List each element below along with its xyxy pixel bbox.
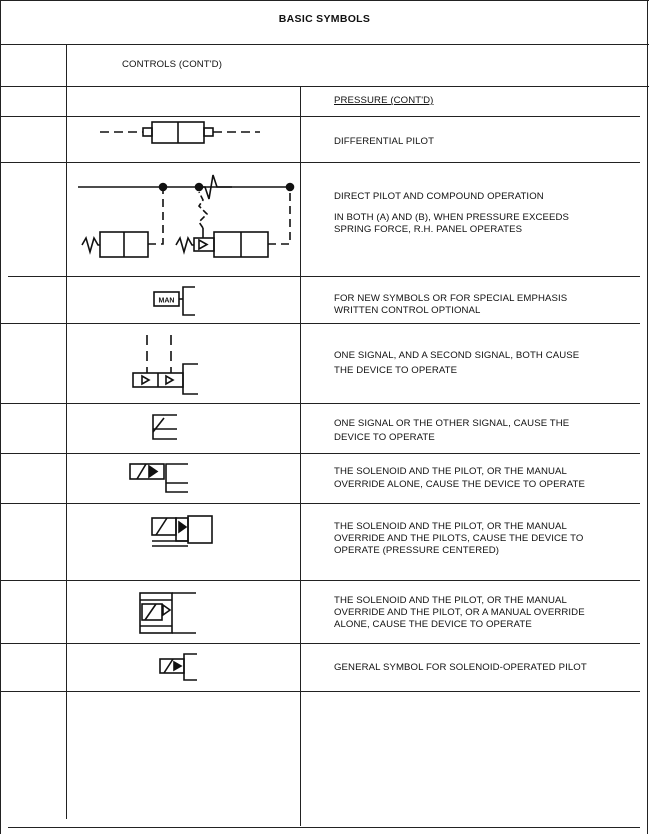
- description-line: GENERAL SYMBOL FOR SOLENOID-OPERATED PILOT: [334, 662, 587, 673]
- two-signals-and-symbol: [133, 335, 198, 394]
- subsection-heading: PRESSURE (CONT'D): [334, 95, 434, 106]
- direct-pilot-compound-symbol: [78, 175, 294, 257]
- description-line: WRITTEN CONTROL OPTIONAL: [334, 305, 481, 316]
- differential-pilot-symbol: [100, 122, 260, 143]
- page-title: BASIC SYMBOLS: [278, 13, 371, 25]
- description-line: DIFFERENTIAL PILOT: [334, 136, 435, 147]
- description-line: OPERATE (PRESSURE CENTERED): [334, 545, 500, 556]
- section-heading: CONTROLS (CONT'D): [122, 59, 222, 70]
- description-line: DEVICE TO OPERATE: [334, 432, 435, 443]
- solenoid-pilots-pressure-centered-symbol: [152, 516, 212, 546]
- solenoid-pilot-manual-override-symbol: [140, 593, 196, 633]
- description-line: THE SOLENOID AND THE PILOT, OR THE MANUAL: [334, 595, 567, 606]
- manual-label: MAN: [158, 297, 175, 305]
- description-line: THE SOLENOID AND THE PILOT, OR THE MANUAL: [334, 521, 567, 532]
- description-line: OVERRIDE ALONE, CAUSE THE DEVICE TO OPERATE: [334, 479, 585, 490]
- description-line: ONE SIGNAL, AND A SECOND SIGNAL, BOTH CAUSE: [334, 350, 580, 361]
- description-line: IN BOTH (A) AND (B), WHEN PRESSURE EXCEEDS: [334, 212, 570, 223]
- signal-or-symbol: [153, 415, 177, 439]
- description-line: OVERRIDE AND THE PILOTS, CAUSE THE DEVICE TO: [334, 533, 584, 544]
- description-line: FOR NEW SYMBOLS OR FOR SPECIAL EMPHASIS: [334, 293, 568, 304]
- description-line: SPRING FORCE, R.H. PANEL OPERATES: [334, 224, 523, 235]
- description-line: DIRECT PILOT AND COMPOUND OPERATION: [334, 191, 544, 202]
- description-line: ALONE, CAUSE THE DEVICE TO OPERATE: [334, 619, 532, 630]
- description-line: ONE SIGNAL OR THE OTHER SIGNAL, CAUSE THE: [334, 418, 570, 429]
- description-line: OVERRIDE AND THE PILOT, OR A MANUAL OVERRIDE: [334, 607, 585, 618]
- description-line: THE SOLENOID AND THE PILOT, OR THE MANUAL: [334, 466, 567, 477]
- description-line: THE DEVICE TO OPERATE: [334, 365, 458, 376]
- solenoid-operated-pilot-symbol: [160, 654, 197, 680]
- solenoid-or-manual-symbol: [130, 464, 188, 492]
